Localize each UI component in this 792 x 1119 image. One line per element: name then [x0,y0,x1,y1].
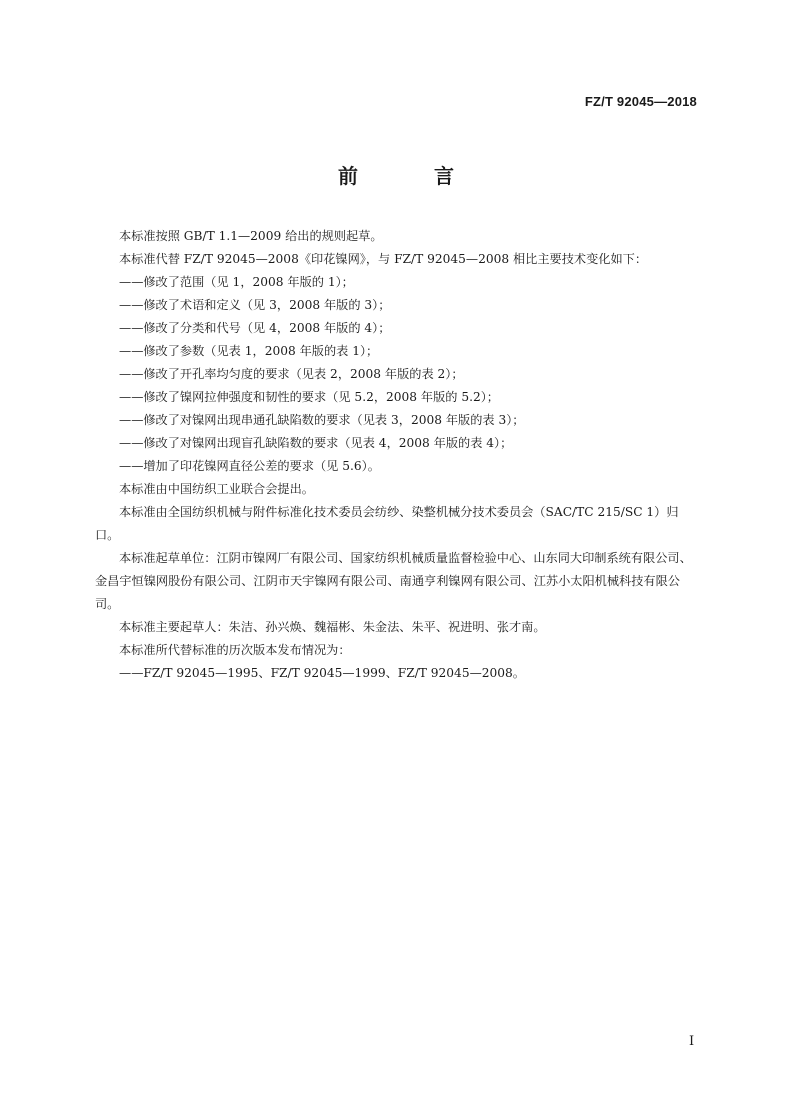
change-item: ——修改了对镍网出现盲孔缺陷数的要求（见表 4，2008 年版的表 4）； [119,436,513,450]
page-title: 前 言 [338,164,482,188]
paragraph-proposer: 本标准由中国纺织工业联合会提出。 [119,482,314,496]
change-item: ——修改了术语和定义（见 3，2008 年版的 3）； [119,298,391,312]
change-item: ——修改了镍网拉伸强度和韧性的要求（见 5.2，2008 年版的 5.2）； [119,390,499,404]
paragraph-committee: 本标准由全国纺织机械与附件标准化技术委员会纺纱、染整机械分技术委员会（SAC/TC 215/SC 1）归口。 [95,505,679,542]
paragraph-replacement: 本标准代替 FZ/T 92045—2008《印花镍网》，与 FZ/T 92045—2008 相比主要技术变化如下： [119,252,648,266]
change-item: ——增加了印花镍网直径公差的要求（见 5.6）。 [119,459,380,473]
change-item: ——修改了对镍网出现串通孔缺陷数的要求（见表 3，2008 年版的表 3）； [119,413,525,427]
change-item: ——修改了开孔率均匀度的要求（见表 2，2008 年版的表 2）； [119,367,464,381]
paragraph-drafting-units: 本标准起草单位：江阴市镍网厂有限公司、国家纺织机械质量监督检验中心、山东同大印制系统有限公司、金昌宇恒镍网股份有限公司、江阴市天宇镍网有限公司、南通亨利镍网有限公司、江苏小太阳机械科技有限公司。 [95,551,692,611]
paragraph-drafters: 本标准主要起草人：朱洁、孙兴焕、魏福彬、朱金法、朱平、祝进明、张才南。 [119,620,546,634]
paragraph-drafting-rules: 本标准按照 GB/T 1.1—2009 给出的规则起草。 [119,229,383,243]
history-item: ——FZ/T 92045—1995、FZ/T 92045—1999、FZ/T 92045—2008。 [119,666,525,680]
change-item: ——修改了范围（见 1，2008 年版的 1）； [119,275,354,289]
paragraph-history-intro: 本标准所代替标准的历次版本发布情况为： [119,643,351,657]
change-item: ——修改了分类和代号（见 4，2008 年版的 4）； [119,321,391,335]
standard-code: FZ/T 92045—2018 [584,94,697,109]
page-number: I [689,1034,695,1049]
preface-body [95,225,695,685]
change-item: ——修改了参数（见表 1，2008 年版的表 1）； [119,344,379,358]
